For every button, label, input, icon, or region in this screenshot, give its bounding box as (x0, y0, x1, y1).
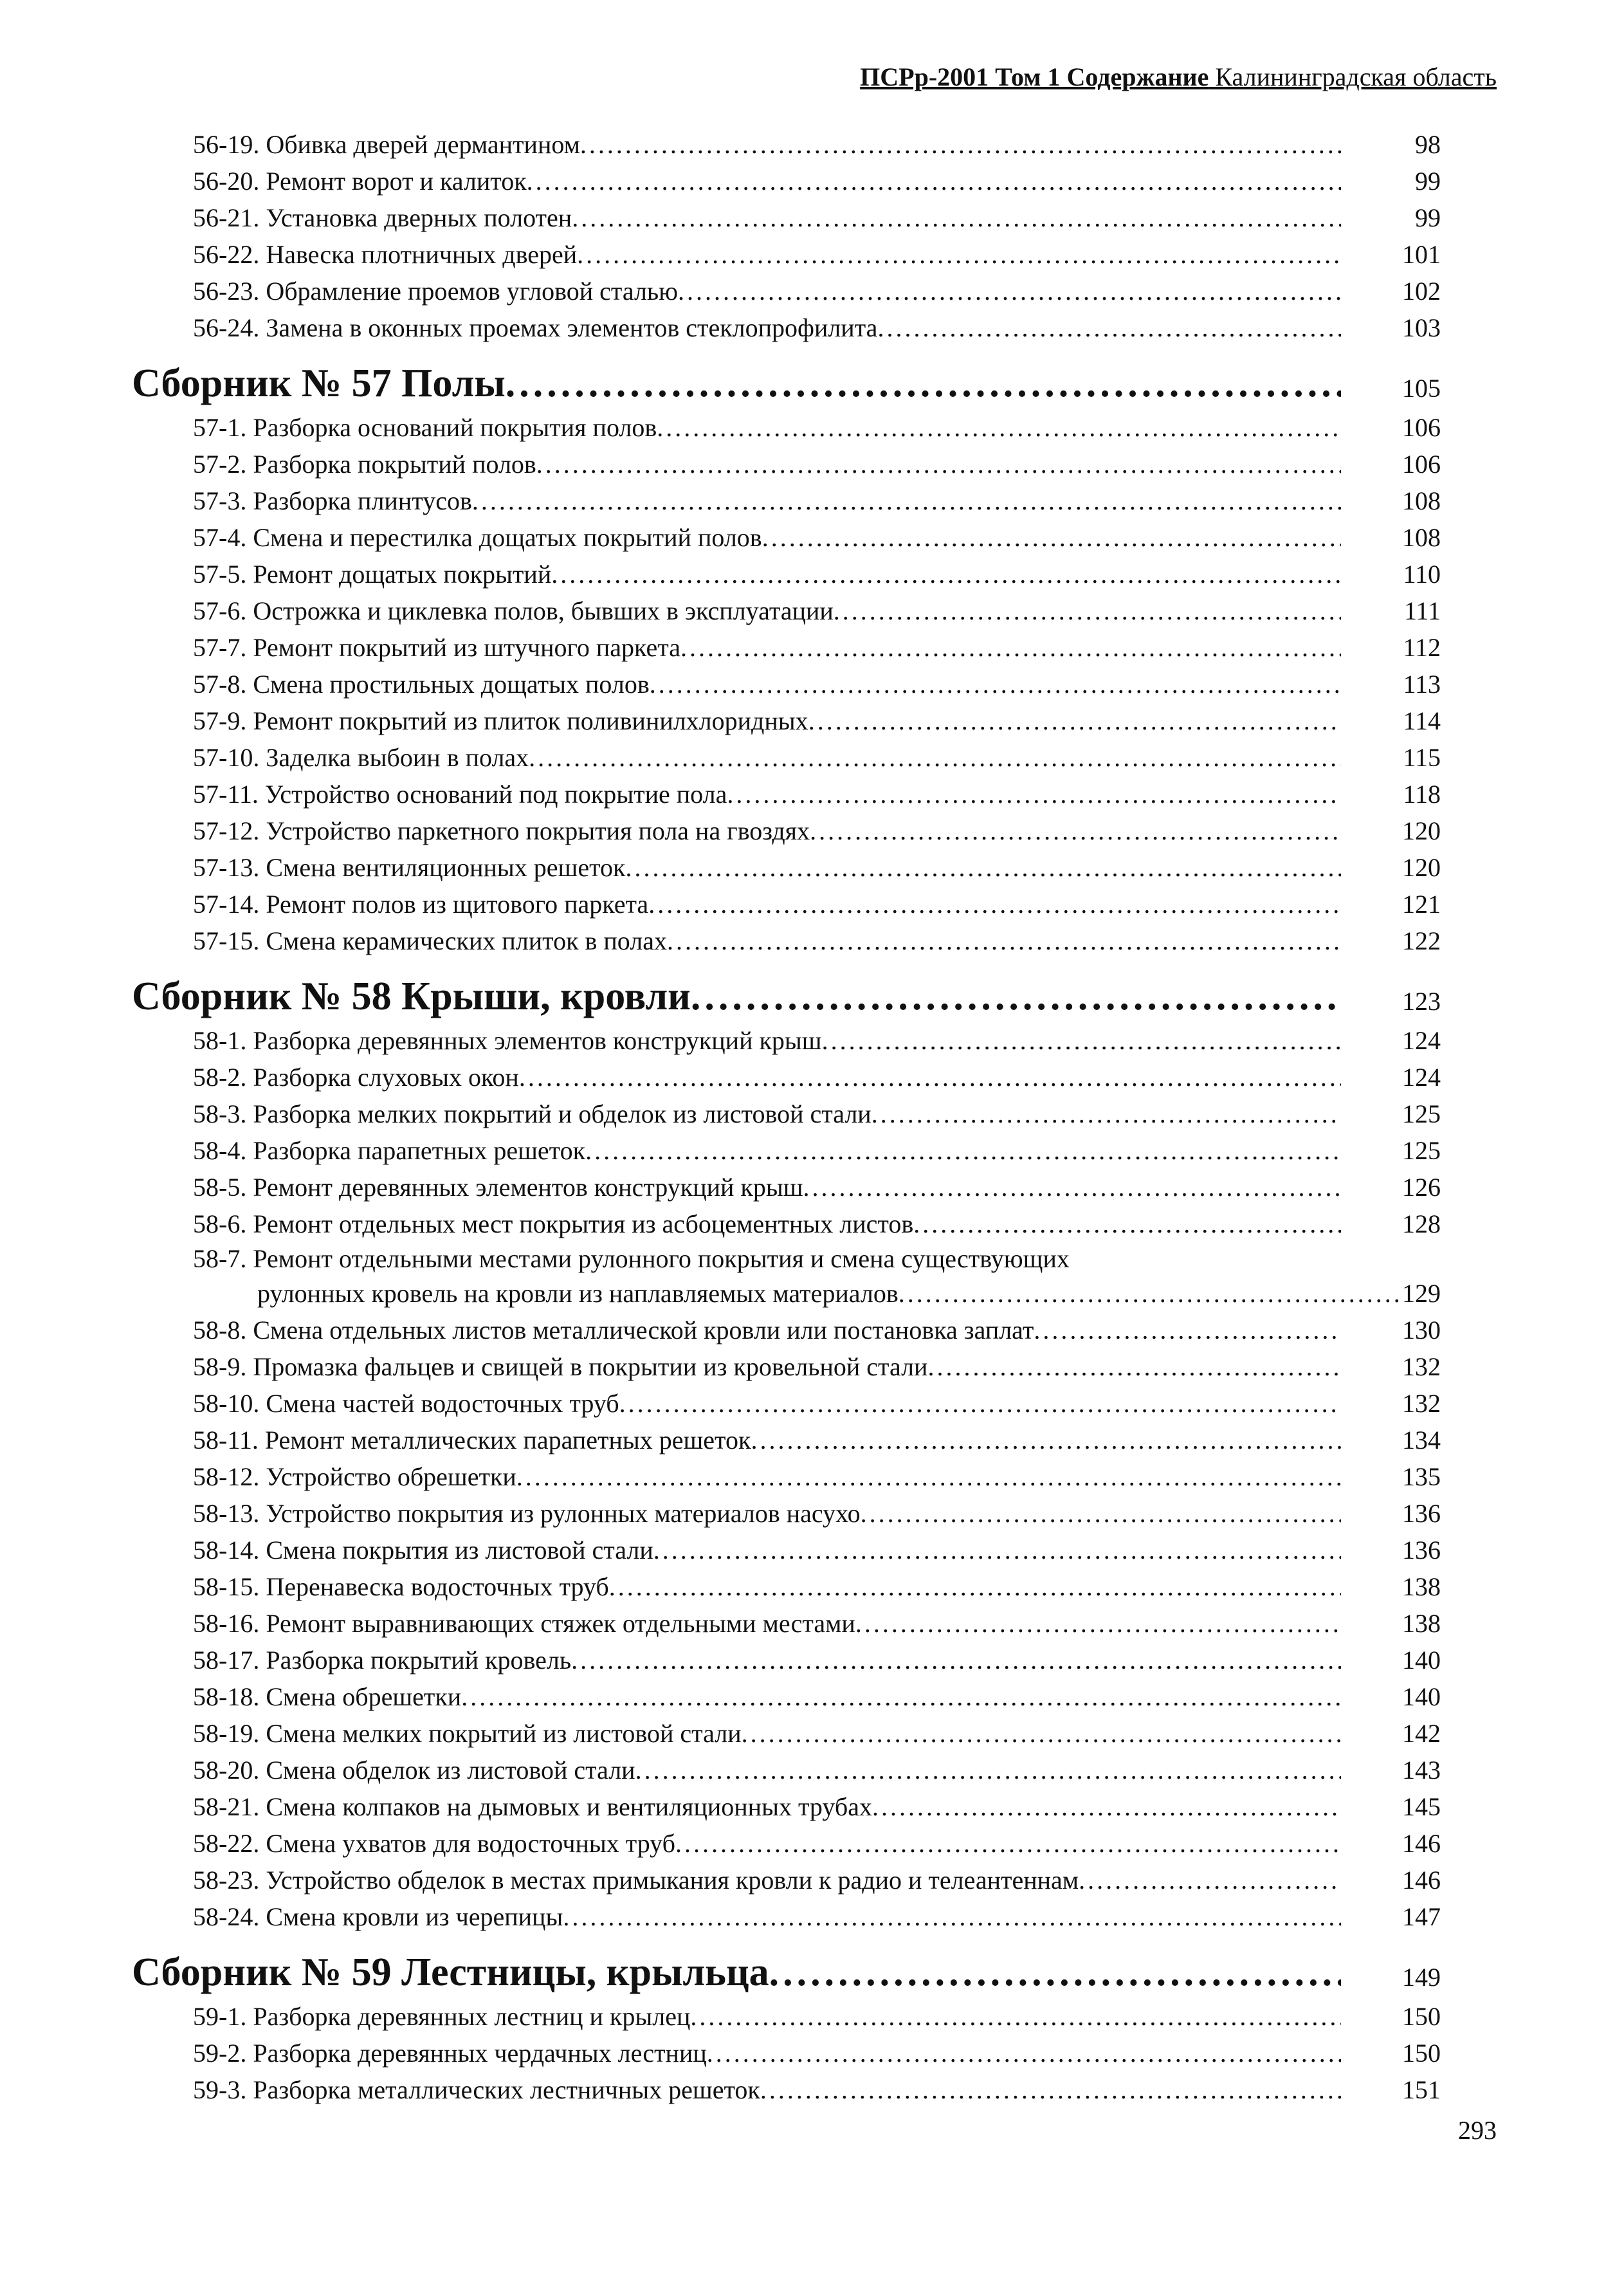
dot-leader (571, 1642, 1341, 1678)
toc-entry (132, 1277, 1444, 1312)
toc-page-number: 125 (1402, 1099, 1441, 1128)
toc-entry-title: 58-16. Ремонт выравнивающих стяжек отдельными местами (193, 1609, 855, 1638)
toc-entry (132, 1605, 1444, 1642)
toc-page-number: 108 (1402, 523, 1441, 552)
toc-entry-label (132, 409, 1341, 446)
toc-page-number: 123 (1402, 987, 1441, 1016)
toc-entry-title: 57-15. Смена керамических плиток в полах (193, 926, 667, 955)
toc-entry-label (132, 1947, 1341, 1998)
toc-entry-title: 56-24. Замена в оконных проемах элементов стеклопрофилита (193, 313, 878, 342)
toc-entry-title: 57-4. Смена и перестилка дощатых покрытий полов (193, 523, 762, 552)
toc-page-number: 132 (1402, 1389, 1441, 1418)
dot-leader (803, 1169, 1341, 1206)
toc-entry-label (132, 629, 1341, 666)
toc-entry (132, 776, 1444, 812)
toc-entry-title: Сборник № 59 Лестницы, крыльца (132, 1950, 769, 1994)
toc-entry (132, 1206, 1444, 1242)
running-header (860, 62, 1497, 92)
toc-entry-label (132, 666, 1341, 702)
dot-leader (760, 2071, 1341, 2108)
toc-entry-title: 59-3. Разборка металлических лестничных решеток (193, 2075, 760, 2104)
toc-page-number: 126 (1402, 1173, 1441, 1202)
dot-leader (577, 236, 1341, 273)
toc-page-number: 134 (1402, 1426, 1441, 1455)
toc-page-number: 149 (1402, 1963, 1441, 1992)
toc-entry-title: 58-12. Устройство обрешетки (193, 1462, 516, 1491)
toc-entry-label (132, 1022, 1341, 1059)
toc-page-number: 101 (1402, 240, 1441, 269)
dot-leader (506, 358, 1341, 409)
toc-entry-label (132, 2035, 1341, 2071)
dot-leader (727, 776, 1341, 812)
toc-entry-label (132, 849, 1341, 886)
toc-entry (132, 1998, 1444, 2035)
toc-entry-label (132, 1715, 1341, 1752)
toc-page-number: 118 (1403, 780, 1441, 809)
toc-entry-label (132, 1532, 1341, 1568)
toc-entry-title: 58-19. Смена мелких покрытий из листовой стали (193, 1719, 742, 1748)
toc-page-number: 103 (1402, 313, 1441, 342)
toc-entry-label (132, 126, 1341, 163)
toc-page-number: 138 (1402, 1572, 1441, 1601)
toc-entry-label (132, 236, 1341, 273)
dot-leader (653, 1532, 1341, 1568)
dot-leader (913, 1206, 1341, 1242)
toc-page-number: 106 (1402, 413, 1441, 442)
toc-entry (132, 1096, 1444, 1132)
toc-entry (132, 163, 1444, 199)
toc-entry (132, 236, 1444, 273)
toc-entry-label (132, 971, 1341, 1022)
toc-entry-label (132, 1605, 1341, 1642)
dot-leader (675, 1825, 1341, 1862)
dot-leader (690, 1998, 1341, 2035)
toc-entry (132, 1495, 1444, 1532)
toc-entry-label (132, 1495, 1341, 1532)
toc-entry-title: 56-22. Навеска плотничных дверей (193, 240, 578, 269)
toc-entry-label (132, 592, 1341, 629)
toc-entry (132, 1568, 1444, 1605)
toc-entry (132, 1242, 1444, 1277)
toc-page-number: 120 (1402, 816, 1441, 845)
toc-page-number: 140 (1402, 1646, 1441, 1675)
toc-entry-title: 58-18. Смена обрешетки (193, 1682, 462, 1711)
toc-entry-label (132, 702, 1341, 739)
dot-leader (619, 1385, 1341, 1422)
toc-page-number: 106 (1402, 450, 1441, 479)
toc-entry-label (132, 1312, 1341, 1348)
toc-entry (132, 1022, 1444, 1059)
toc-entry (132, 126, 1444, 163)
dot-leader (667, 922, 1341, 959)
toc-page-number: 147 (1402, 1902, 1441, 1931)
toc-entry-title: 58-2. Разборка слуховых окон (193, 1063, 519, 1092)
toc-entry-label (132, 358, 1341, 409)
toc-page-number: 129 (1402, 1279, 1441, 1308)
toc-entry-title: 57-6. Острожка и циклевка полов, бывших в эксплуатации (193, 596, 834, 625)
dot-leader (872, 1788, 1341, 1825)
dot-leader (461, 1678, 1341, 1715)
toc-entry-label (132, 1240, 1341, 1277)
toc-page-number: 140 (1402, 1682, 1441, 1711)
toc-page-number: 113 (1403, 670, 1441, 699)
header-region: Калининградская область (1209, 62, 1497, 91)
toc-entry (132, 1752, 1444, 1788)
toc-entry-title: 58-15. Перенавеска водосточных труб (193, 1572, 609, 1601)
toc-page-number: 143 (1402, 1756, 1441, 1785)
dot-leader (635, 1752, 1341, 1788)
toc-entry-title: 56-20. Ремонт ворот и калиток (193, 167, 527, 196)
toc-entry-title: 56-19. Обивка дверей дермантином (193, 130, 580, 159)
dot-leader (742, 1715, 1341, 1752)
toc-page-number: 130 (1402, 1316, 1441, 1344)
toc-entry-label (132, 1862, 1341, 1898)
toc-page-number: 128 (1402, 1209, 1441, 1238)
dot-leader (657, 409, 1341, 446)
toc-entry-label (132, 1642, 1341, 1678)
toc-page-number: 146 (1402, 1866, 1441, 1895)
dot-leader (551, 556, 1341, 592)
toc-section-heading (132, 346, 1444, 409)
toc-entry-label (132, 1169, 1341, 1206)
toc-page-number: 105 (1402, 374, 1441, 403)
toc-page-number: 124 (1402, 1026, 1441, 1055)
toc-page-number: 121 (1402, 890, 1441, 919)
toc-page-number: 114 (1403, 706, 1441, 735)
dot-leader (609, 1568, 1341, 1605)
toc-page-number: 136 (1402, 1499, 1441, 1528)
toc-page-number: 120 (1402, 853, 1441, 882)
toc-entry-label (132, 273, 1341, 309)
toc-entry (132, 1642, 1444, 1678)
toc-entry-title: 58-5. Ремонт деревянных элементов конструкций крыш (193, 1173, 803, 1202)
toc-entry-title: 57-10. Заделка выбоин в полах (193, 743, 529, 772)
dot-leader (516, 1458, 1341, 1495)
toc-entry (132, 592, 1444, 629)
dot-leader (563, 1898, 1341, 1935)
toc-entry (132, 309, 1444, 346)
toc-entry-label (132, 1348, 1341, 1385)
toc-page-number: 111 (1403, 596, 1441, 625)
toc-page-number: 125 (1402, 1136, 1441, 1165)
toc-entry (132, 1059, 1444, 1096)
toc-page-number: 150 (1402, 2002, 1441, 2031)
toc-entry-title: 58-13. Устройство покрытия из рулонных материалов насухо (193, 1499, 861, 1528)
toc-page-number: 132 (1402, 1352, 1441, 1381)
toc-entry-title: 58-1. Разборка деревянных элементов конструкций крыш (193, 1026, 822, 1055)
toc-entry-label (132, 1132, 1341, 1169)
toc-entry-title: 59-1. Разборка деревянных лестниц и крылец (193, 2002, 691, 2031)
toc-entry (132, 1458, 1444, 1495)
dot-leader (1079, 1862, 1341, 1898)
toc-page-number: 145 (1402, 1792, 1441, 1821)
toc-entry-title: 58-14. Смена покрытия из листовой стали (193, 1536, 653, 1565)
dot-leader (580, 126, 1341, 163)
toc-entry-label (132, 163, 1341, 199)
toc-entry-title: 58-4. Разборка парапетных решеток (193, 1136, 586, 1165)
toc-entry (132, 556, 1444, 592)
toc-entry-label (132, 1422, 1341, 1458)
toc-section-heading (132, 959, 1444, 1022)
toc-entry (132, 702, 1444, 739)
dot-leader (855, 1605, 1341, 1642)
toc-page-number: 115 (1403, 743, 1441, 772)
toc-entry (132, 629, 1444, 666)
toc-entry-title: Сборник № 57 Полы (132, 362, 506, 405)
toc-page-number: 138 (1402, 1609, 1441, 1638)
toc-page-number: 142 (1402, 1719, 1441, 1748)
toc-entry-title: 58-23. Устройство обделок в местах примыкания кровли к радио и телеантеннам (193, 1866, 1079, 1895)
dot-leader (519, 1059, 1341, 1096)
toc-entry-title: 58-6. Ремонт отдельных мест покрытия из асбоцементных листов (193, 1209, 914, 1238)
toc-entry-title: Сборник № 58 Крыши, кровли (132, 975, 691, 1018)
toc-entry-label (132, 482, 1341, 519)
toc-page-number: 151 (1402, 2075, 1441, 2104)
toc-entry-title: 58-3. Разборка мелких покрытий и обделок из листовой стали (193, 1099, 871, 1128)
toc-entry-title: 58-7. Ремонт отдельными местами рулонного покрытия и смена существующих (193, 1244, 1070, 1273)
toc-entry (132, 273, 1444, 309)
toc-entry-label (132, 1059, 1341, 1096)
toc-entry (132, 519, 1444, 556)
toc-entry-label (132, 922, 1341, 959)
toc-entry-label (132, 1568, 1341, 1605)
toc-entry (132, 739, 1444, 776)
toc-page-number: 150 (1402, 2039, 1441, 2068)
dot-leader (691, 971, 1341, 1022)
toc-entry-title: 57-2. Разборка покрытий полов (193, 450, 536, 479)
toc-entry-title: 57-12. Устройство паркетного покрытия пола на гвоздях (193, 816, 810, 845)
toc-page-number: 124 (1402, 1063, 1441, 1092)
dot-leader (650, 666, 1341, 702)
dot-leader (648, 886, 1341, 922)
toc-page-number: 98 (1415, 130, 1441, 159)
toc-entry-title: 58-22. Смена ухватов для водосточных труб (193, 1829, 675, 1858)
toc-entry (132, 1825, 1444, 1862)
toc-entry-title: 58-17. Разборка покрытий кровель (193, 1646, 572, 1675)
toc-page-number: 136 (1402, 1536, 1441, 1565)
toc-entry-label (132, 1898, 1341, 1935)
dot-leader (572, 199, 1341, 236)
toc-page-number: 99 (1415, 167, 1441, 196)
dot-leader (536, 446, 1341, 482)
toc-entry-title: 57-3. Разборка плинтусов (193, 486, 472, 515)
toc-entry-label (132, 2071, 1341, 2108)
toc-entry (132, 849, 1444, 886)
table-of-contents (132, 126, 1444, 2108)
dot-leader (927, 1348, 1341, 1385)
toc-entry-title: 57-1. Разборка оснований покрытия полов (193, 413, 657, 442)
toc-entry (132, 812, 1444, 849)
toc-entry-label (132, 1096, 1341, 1132)
toc-page-number: 135 (1402, 1462, 1441, 1491)
dot-leader (834, 592, 1341, 629)
dot-leader (680, 629, 1341, 666)
header-title: ПСРр-2001 Том 1 Содержание (860, 62, 1209, 91)
toc-entry-label (132, 199, 1341, 236)
toc-entry-label (132, 812, 1341, 849)
toc-page-number: 99 (1415, 203, 1441, 232)
toc-page-number: 146 (1402, 1829, 1441, 1858)
toc-page-number: 110 (1403, 560, 1441, 589)
toc-entry (132, 1862, 1444, 1898)
toc-entry-label (132, 556, 1341, 592)
dot-leader (861, 1495, 1341, 1532)
toc-entry (132, 199, 1444, 236)
toc-entry-title: 59-2. Разборка деревянных чердачных лестниц (193, 2039, 707, 2068)
toc-entry-title: 58-20. Смена обделок из листовой стали (193, 1756, 635, 1785)
toc-entry-title: рулонных кровель на кровли из наплавляемых материалов (257, 1279, 899, 1308)
toc-entry-label (132, 1825, 1341, 1862)
dot-leader (472, 482, 1341, 519)
toc-entry (132, 1312, 1444, 1348)
toc-entry-title: 58-9. Промазка фальцев и свищей в покрытии из кровельной стали (193, 1352, 928, 1381)
toc-entry (132, 1678, 1444, 1715)
dot-leader (808, 702, 1341, 739)
toc-entry-title: 57-11. Устройство оснований под покрытие пола (193, 780, 727, 809)
dot-leader (877, 309, 1341, 346)
toc-entry-title: 57-8. Смена простильных дощатых полов (193, 670, 650, 699)
dot-leader (625, 849, 1341, 886)
toc-entry-title: 58-8. Смена отдельных листов металлической кровли или постановка заплат (193, 1316, 1034, 1344)
toc-page-number: 122 (1402, 926, 1441, 955)
toc-entry (132, 482, 1444, 519)
toc-entry-label (132, 519, 1341, 556)
dot-leader (585, 1132, 1341, 1169)
toc-entry-label (132, 1752, 1341, 1788)
toc-entry (132, 1132, 1444, 1169)
toc-entry-label (132, 309, 1341, 346)
toc-entry-title: 56-23. Обрамление проемов угловой сталью (193, 277, 679, 306)
dot-leader (529, 739, 1341, 776)
toc-entry-label (132, 886, 1341, 922)
toc-entry (132, 666, 1444, 702)
dot-leader (678, 273, 1341, 309)
toc-entry (132, 1422, 1444, 1458)
toc-entry-title: 56-21. Установка дверных полотен (193, 203, 572, 232)
toc-entry (132, 409, 1444, 446)
dot-leader (899, 1275, 1402, 1312)
toc-entry-label (132, 1788, 1341, 1825)
toc-entry-label (132, 1206, 1341, 1242)
toc-entry-title: 58-24. Смена кровли из черепицы (193, 1902, 563, 1931)
toc-entry (132, 1788, 1444, 1825)
toc-entry-label (132, 1998, 1341, 2035)
toc-entry (132, 446, 1444, 482)
toc-entry-title: 58-11. Ремонт металлических парапетных решеток (193, 1426, 751, 1455)
toc-entry-title: 57-13. Смена вентиляционных решеток (193, 853, 626, 882)
toc-entry (132, 2071, 1444, 2108)
dot-leader (871, 1096, 1341, 1132)
toc-entry-title: 57-5. Ремонт дощатых покрытий (193, 560, 552, 589)
toc-entry-label (132, 739, 1341, 776)
dot-leader (762, 519, 1341, 556)
toc-entry (132, 1385, 1444, 1422)
toc-entry-title: 58-10. Смена частей водосточных труб (193, 1389, 619, 1418)
dot-leader (822, 1022, 1341, 1059)
toc-entry (132, 1169, 1444, 1206)
dot-leader (751, 1422, 1341, 1458)
toc-page-number: 102 (1402, 277, 1441, 306)
toc-entry (132, 886, 1444, 922)
toc-entry-label (132, 1385, 1341, 1422)
toc-page-number: 108 (1402, 486, 1441, 515)
toc-entry (132, 1532, 1444, 1568)
dot-leader (810, 812, 1341, 849)
page-number: 293 (1458, 2116, 1497, 2145)
toc-entry-label (132, 1678, 1341, 1715)
toc-entry (132, 1898, 1444, 1935)
toc-entry-label (132, 776, 1341, 812)
dot-leader (769, 1947, 1341, 1998)
dot-leader (707, 2035, 1341, 2071)
dot-leader (1034, 1312, 1341, 1348)
toc-section-heading (132, 1935, 1444, 1998)
toc-entry-title: 57-14. Ремонт полов из щитового паркета (193, 890, 649, 919)
dot-leader (527, 163, 1341, 199)
toc-entry-label (132, 446, 1341, 482)
toc-entry-title: 58-21. Смена колпаков на дымовых и вентиляционных трубах (193, 1792, 872, 1821)
toc-page-number: 112 (1403, 633, 1441, 662)
toc-entry (132, 2035, 1444, 2071)
toc-entry (132, 922, 1444, 959)
toc-entry-label (132, 1275, 1402, 1312)
toc-entry (132, 1348, 1444, 1385)
toc-entry-label (132, 1458, 1341, 1495)
toc-entry-title: 57-9. Ремонт покрытий из плиток поливинилхлоридных (193, 706, 808, 735)
toc-entry (132, 1715, 1444, 1752)
toc-entry-title: 57-7. Ремонт покрытий из штучного паркета (193, 633, 680, 662)
